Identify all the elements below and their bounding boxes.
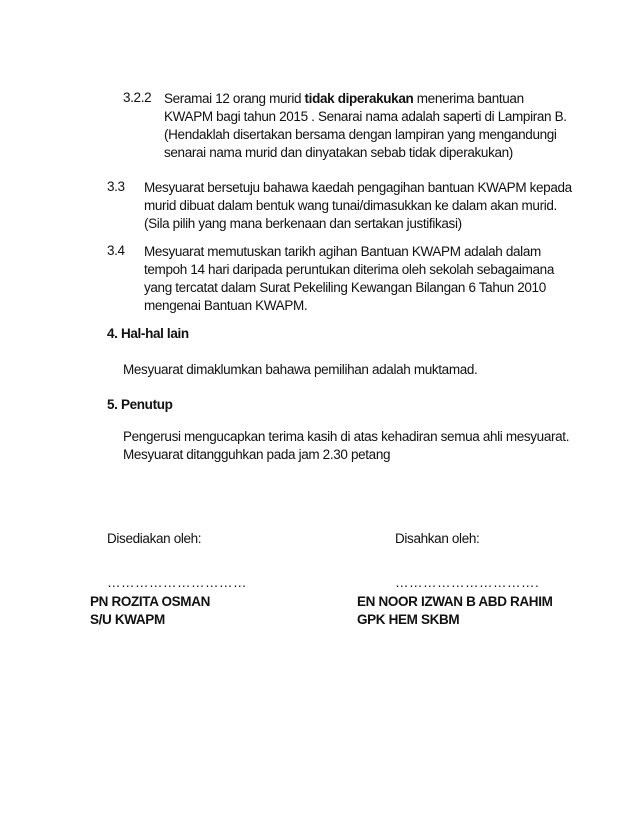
section-body xyxy=(123,428,569,464)
emphasis-text: tidak diperakukan xyxy=(304,91,414,106)
section-heading: 4. Hal-hal lain xyxy=(107,326,189,341)
signatory-name: PN ROZITA OSMAN xyxy=(90,594,210,609)
item-number: 3.2.2 xyxy=(123,90,152,105)
item-line: KWAPM bagi tahun 2015 . Senarai nama adalah saperti di Lampiran B. xyxy=(164,109,567,124)
item-line: murid dibuat dalam bentuk wang tunai/dimasukkan ke dalam akan murid. xyxy=(144,198,557,213)
item-line xyxy=(164,90,567,108)
item-line: mengenai Bantuan KWAPM. xyxy=(144,298,308,313)
signature-line: ………………………… xyxy=(107,575,247,590)
item-number: 3.4 xyxy=(107,243,125,258)
section-line: Mesyuarat ditangguhkan pada jam 2.30 petang xyxy=(123,447,391,462)
item-text: Seramai 12 orang murid xyxy=(164,91,305,106)
item-line: yang tercatat dalam Surat Pekeliling Kewangan Bilangan 6 Tahun 2010 xyxy=(144,280,546,295)
item-number: 3.3 xyxy=(107,179,125,194)
item-line: Mesyuarat bersetuju bahawa kaedah pengagihan bantuan KWAPM kepada xyxy=(144,180,572,195)
item-line: (Hendaklah disertakan bersama dengan lampiran yang mengandungi xyxy=(164,127,557,142)
signatory-title: S/U KWAPM xyxy=(90,612,165,627)
item-line: (Sila pilih yang mana berkenaan dan sertakan justifikasi) xyxy=(144,216,462,231)
signature-line: …………………………. xyxy=(395,575,540,590)
verified-by-label: Disahkan oleh: xyxy=(395,531,480,546)
section-text: Mesyuarat dimaklumkan bahawa pemilihan adalah muktamad. xyxy=(123,362,478,377)
item-body xyxy=(144,179,572,233)
signatory-name: EN NOOR IZWAN B ABD RAHIM xyxy=(357,594,553,609)
item-line: Mesyuarat memutuskan tarikh agihan Bantuan KWAPM adalah dalam xyxy=(144,244,541,259)
prepared-by-label: Disediakan oleh: xyxy=(107,531,202,546)
item-line: senarai nama murid dan dinyatakan sebab tidak diperakukan) xyxy=(164,145,513,160)
signatory-title: GPK HEM SKBM xyxy=(357,612,460,627)
section-line: Pengerusi mengucapkan terima kasih di atas kehadiran semua ahli mesyuarat. xyxy=(123,429,570,444)
item-body xyxy=(144,243,554,315)
item-line: tempoh 14 hari daripada peruntukan diterima oleh sekolah sebagaimana xyxy=(144,262,554,277)
section-heading: 5. Penutup xyxy=(107,397,173,412)
item-body xyxy=(164,90,567,162)
item-text: menerima bantuan xyxy=(413,91,524,106)
